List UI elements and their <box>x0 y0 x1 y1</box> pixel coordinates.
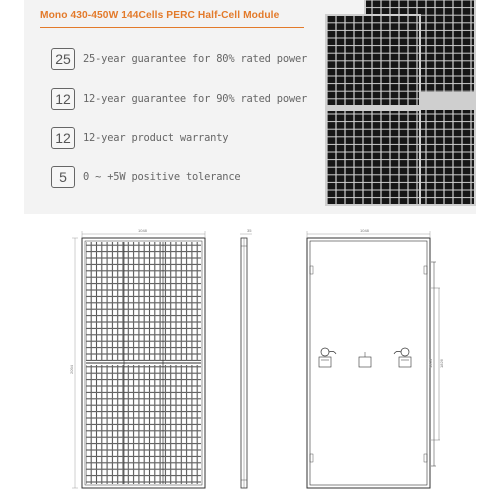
feature-item <box>51 125 228 151</box>
solar-panel-front <box>325 14 421 206</box>
feature-number-badge: 25 <box>51 48 75 70</box>
feature-number-badge: 12 <box>51 88 75 110</box>
height-dimension-label: 2094 <box>69 365 74 374</box>
feature-item <box>51 86 307 112</box>
depth-dimension-label: 35 <box>247 228 252 233</box>
feature-text: 12-year guarantee for 90% rated power <box>83 93 308 105</box>
product-title: Mono 430-450W 144Cells PERC Half-Cell Module <box>40 10 280 21</box>
solar-panels-image <box>300 0 476 214</box>
feature-number-badge: 5 <box>51 166 75 188</box>
back-height-dimension-label-2: 1826 <box>439 359 444 368</box>
back-width-dimension-label: 1048 <box>360 228 369 233</box>
feature-number-badge: 12 <box>51 127 75 149</box>
feature-text: 25-year guarantee for 80% rated power <box>83 53 308 65</box>
front-view-drawing <box>70 226 220 492</box>
back-view-drawing <box>300 226 450 492</box>
feature-text: 12-year product warranty <box>83 132 229 144</box>
feature-text: 0 ~ +5W positive tolerance <box>83 171 241 183</box>
side-view-drawing <box>234 226 260 492</box>
feature-item <box>51 46 307 72</box>
back-height-dimension-label: 1094 <box>428 359 433 368</box>
title-underline <box>40 27 304 28</box>
feature-item <box>51 164 240 190</box>
width-dimension-label: 1048 <box>138 228 147 233</box>
